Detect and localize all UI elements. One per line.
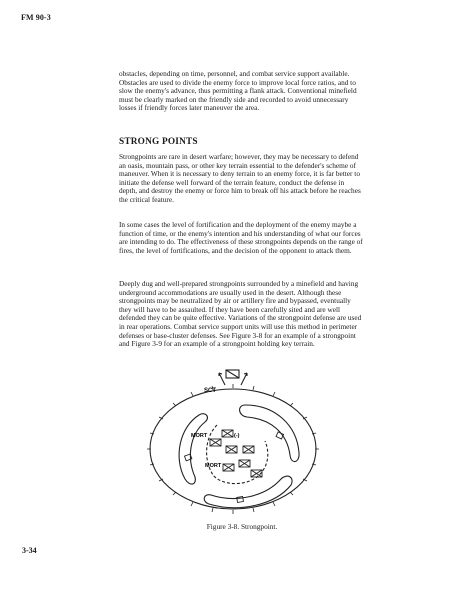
sct-post-slash: [226, 370, 239, 378]
trench-left: [179, 414, 207, 484]
mort-label-top: MORT: [191, 433, 208, 439]
paragraph-text: Deeply dug and well-prepared strongpoints surrounded by a minefield and having underground accommodations are usually used in the desert. Although these strongpoints may be neutralized by air or artillery fire and bypassed, eventually they will have to be assaulted. If they have been carefully sited and are well defended they can be quite effective. Variations of the strongpoint defense are used in rear operations. Combat service support units will use this method in perimeter defenses or base-cluster defenses. See Figure 3-8 for an example of a strongpoint and Figure 3-9 for an example of a strongpoint holding key terrain.: [119, 279, 362, 349]
manual-header: FM 90-3: [21, 13, 51, 22]
arrow-right-icon: [241, 373, 247, 385]
strongpoint-figure: [125, 367, 341, 519]
page-number: 3-34: [22, 546, 37, 555]
trench-bottom: [204, 476, 292, 508]
arrow-left-icon: [219, 373, 225, 385]
paragraph-fortification: [119, 221, 363, 255]
mort-label-mid: MORT: [205, 463, 222, 469]
paragraph-obstacles: [119, 70, 363, 113]
strongpoint-diagram: [125, 367, 341, 519]
paragraph-text: Strongpoints are rare in desert warfare; however, they may be necessary to defend an oasis, mountain pass, or other key terrain essential to the defender's scheme of maneuver. When it is necessary to deny terrain to an enemy force, it is far better to initiate the defense well forward of the terrain feature, conduct the defense in depth, and destroy the enemy or force him to break off his attack before he reaches the critical feature.: [119, 152, 361, 204]
paragraph-text: obstacles, depending on time, personnel, and combat service support available. Obstacles are used to divide the enemy force to improve local force ratios, and to slow the enemy's advance, thus permitting a flank attack. Conventional minefield must be clearly marked on the friendly side and recorded to avoid unnecessary losses if friendly forces later maneuver the area.: [119, 69, 357, 113]
section-heading: STRONG POINTS: [119, 137, 198, 147]
sct-label: SCT: [204, 388, 216, 394]
figure-caption: Figure 3-8. Strongpoint.: [206, 522, 278, 531]
minus-label: (-): [234, 433, 240, 439]
paragraph-strongpoints-intro: [119, 153, 363, 205]
paragraph-text: In some cases the level of fortification and the deployment of the enemy maybe a function of time, or the enemy's intention and his understanding of what our forces are intending to do. The effectiveness of these strongpoints depends on the range of fires, the level of fortifications, and the decision of the opponent to attack them.: [119, 220, 363, 255]
paragraph-dug-strongpoints: [119, 280, 363, 349]
